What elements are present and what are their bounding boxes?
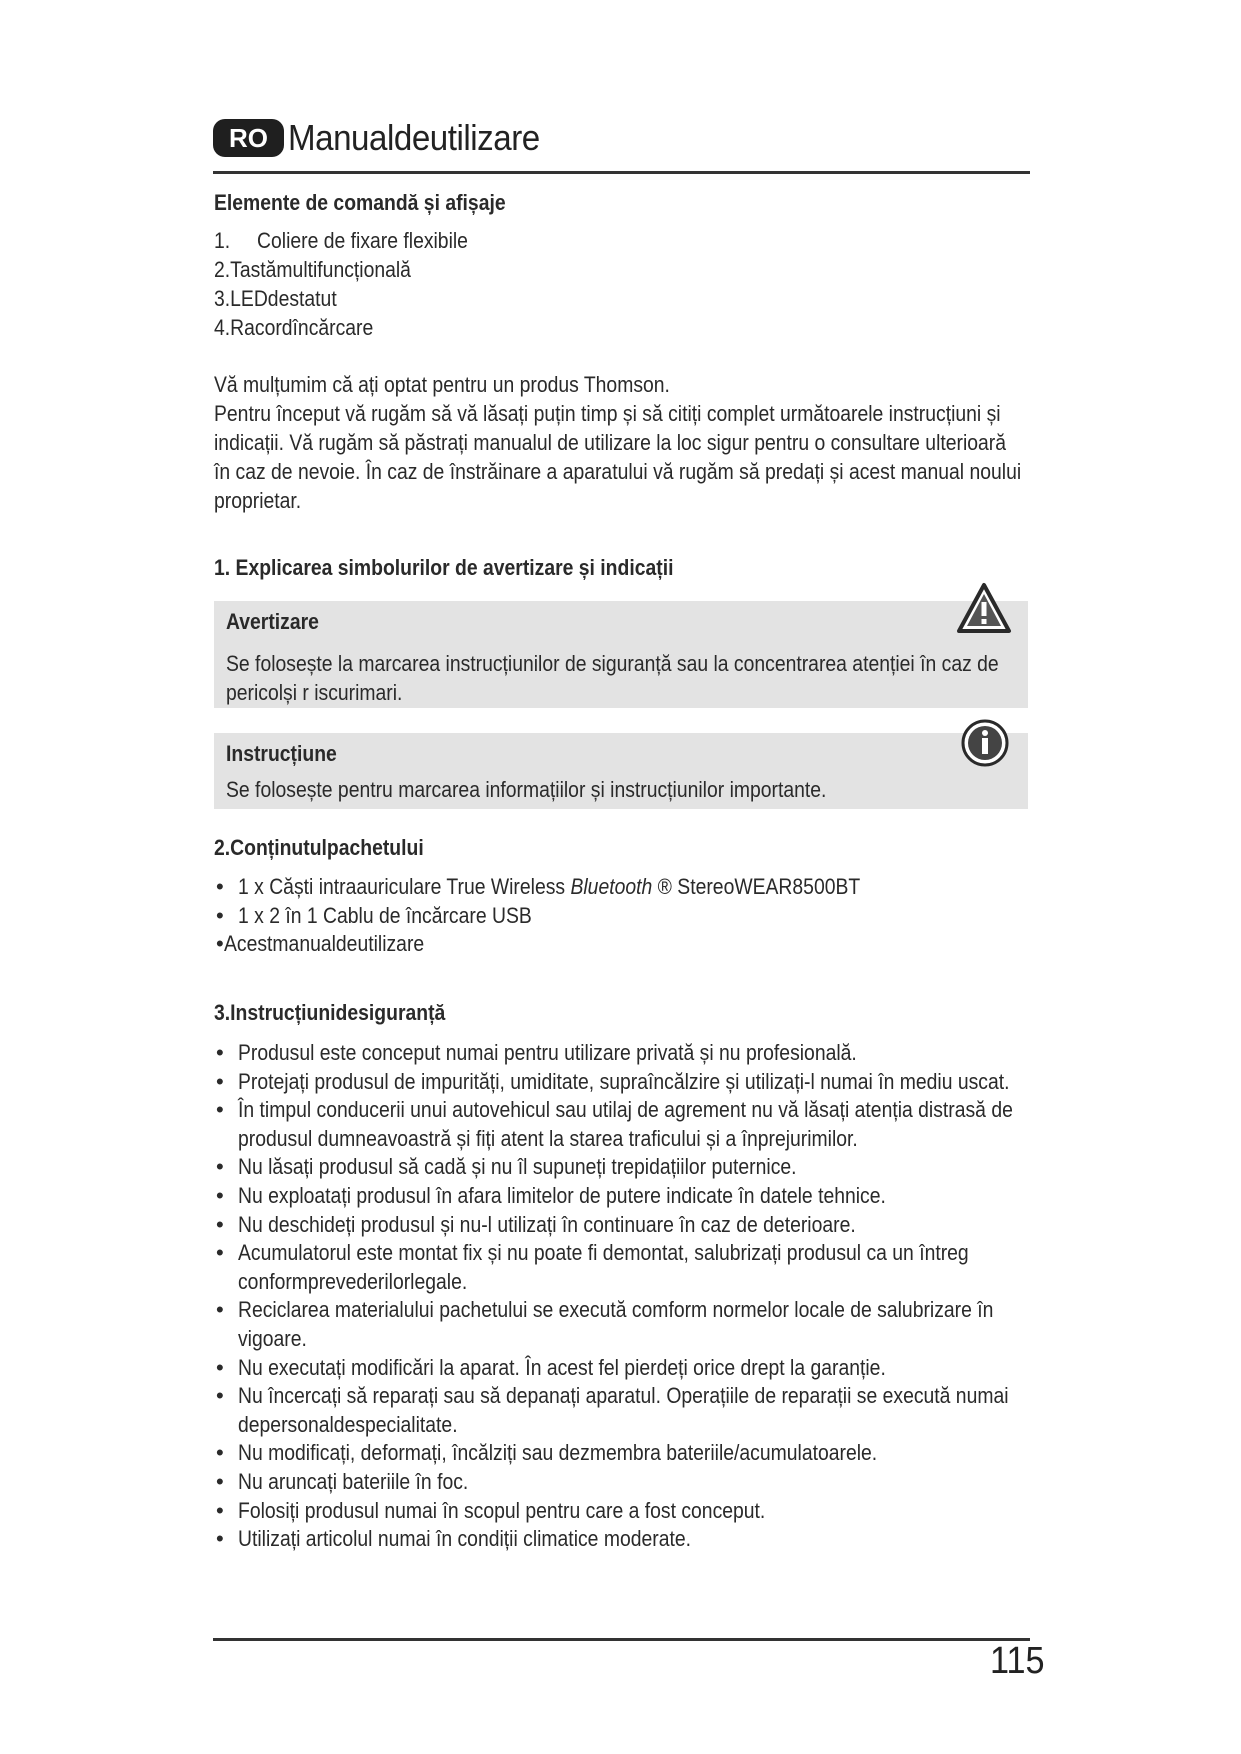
controls-item: 4.Racordîncărcare [214, 315, 374, 340]
safety-item: • Nu deschideți produsul și nu-l utilizați în continuare în caz de deterioare. [216, 1211, 856, 1237]
safety-item: • Nu exploatați produsul în afara limitelor de putere indicate în datele tehnice. [216, 1182, 886, 1208]
note-text: Se folosește pentru marcarea informațiilor și instrucțiunilor importante. [226, 777, 827, 802]
controls-item: 1. Coliere de fixare flexibile [214, 228, 468, 253]
intro-paragraph: Vă mulțumim că ați optat pentru un produs Thomson. Pentru început vă rugăm să vă lăsați puțin timp și să citiți complet următoarele instrucțiuni și indicații. Vă rugăm să păstrați manualul de utilizare la loc sigur pentru o consultare ulterioară în caz de nevoie. În caz de înstrăinare a aparatului vă rugăm să predați și acest manual noului proprietar. [214, 372, 1022, 513]
section2-heading: 2.Conținutulpachetului [214, 835, 424, 860]
safety-item: • Nu încercați să reparați sau să depanați aparatul. Operațiile de reparații se execută numai depersonaldespecialitate. [216, 1383, 1009, 1437]
safety-item: • Protejați produsul de impurități, umiditate, supraîncălzire și utilizați-l numai în mediu uscat. [216, 1068, 1010, 1094]
warning-title: Avertizare [226, 609, 319, 634]
warning-box [214, 601, 1028, 708]
warning-triangle-icon [956, 582, 1012, 634]
warning-text: Se folosește la marcarea instrucțiunilor de siguranță sau la concentrarea atenției în caz de pericolși r iscurimari. [226, 651, 999, 705]
header-rule [213, 171, 1030, 174]
safety-item: • Utilizați articolul numai în condiții climatice moderate. [216, 1526, 691, 1552]
language-badge: RO [213, 119, 284, 157]
page-title: Manualdeutilizare [288, 117, 540, 158]
safety-item: • Produsul este conceput numai pentru utilizare privată și nu profesională. [216, 1040, 857, 1065]
section3-heading: 3.Instrucțiunidesiguranță [214, 1000, 446, 1025]
page-number: 115 [990, 1640, 1045, 1682]
controls-heading: Elemente de comandă și afișaje [214, 190, 506, 215]
list-item: • 1 x Căști intraauriculare True Wireless Bluetooth ® StereoWEAR8500BT [216, 874, 861, 899]
safety-item: • Nu aruncați bateriile în foc. [216, 1468, 469, 1494]
package-contents-list [214, 873, 945, 959]
safety-item: • Nu modificați, deformați, încălziți sau dezmembra bateriile/acumulatoarele. [216, 1440, 878, 1466]
safety-item: • Reciclarea materialului pachetului se execută comform normelor locale de salubrizare în vigoare. [216, 1297, 994, 1351]
safety-item: • Acumulatorul este montat fix și nu poate fi demontat, salubrizați produsul ca un întreg conformprevederilorlegale. [216, 1240, 969, 1294]
section1-heading: 1. Explicarea simbolurilor de avertizare și indicații [214, 555, 674, 580]
page-header [213, 116, 562, 160]
controls-item: 3.LEDdestatut [214, 286, 337, 311]
safety-item: • Folosiți produsul numai în scopul pentru care a fost conceput. [216, 1497, 766, 1523]
list-item: • Acestmanualdeutilizare [216, 931, 425, 957]
safety-instructions-list [214, 1039, 1119, 1554]
note-box [214, 733, 1028, 809]
safety-item: • Nu lăsați produsul să cadă și nu îl supuneți trepidațiilor puternice. [216, 1154, 797, 1180]
safety-item: • În timpul conducerii unui autovehicul sau utilaj de agrement nu vă lăsați atenția distrasă de produsul dumneavoastră și fiți atent la starea traficului și a înprejurimilor. [216, 1097, 1013, 1151]
footer-rule [213, 1638, 1030, 1641]
note-title: Instrucțiune [226, 741, 337, 766]
info-circle-icon [960, 718, 1010, 768]
safety-item: • Nu executați modificări la aparat. În acest fel pierdeți orice drept la garanție. [216, 1354, 886, 1380]
controls-list [214, 226, 1034, 342]
controls-item: 2.Tastămultifuncțională [214, 257, 411, 282]
list-item: • 1 x 2 în 1 Cablu de încărcare USB [216, 902, 532, 928]
